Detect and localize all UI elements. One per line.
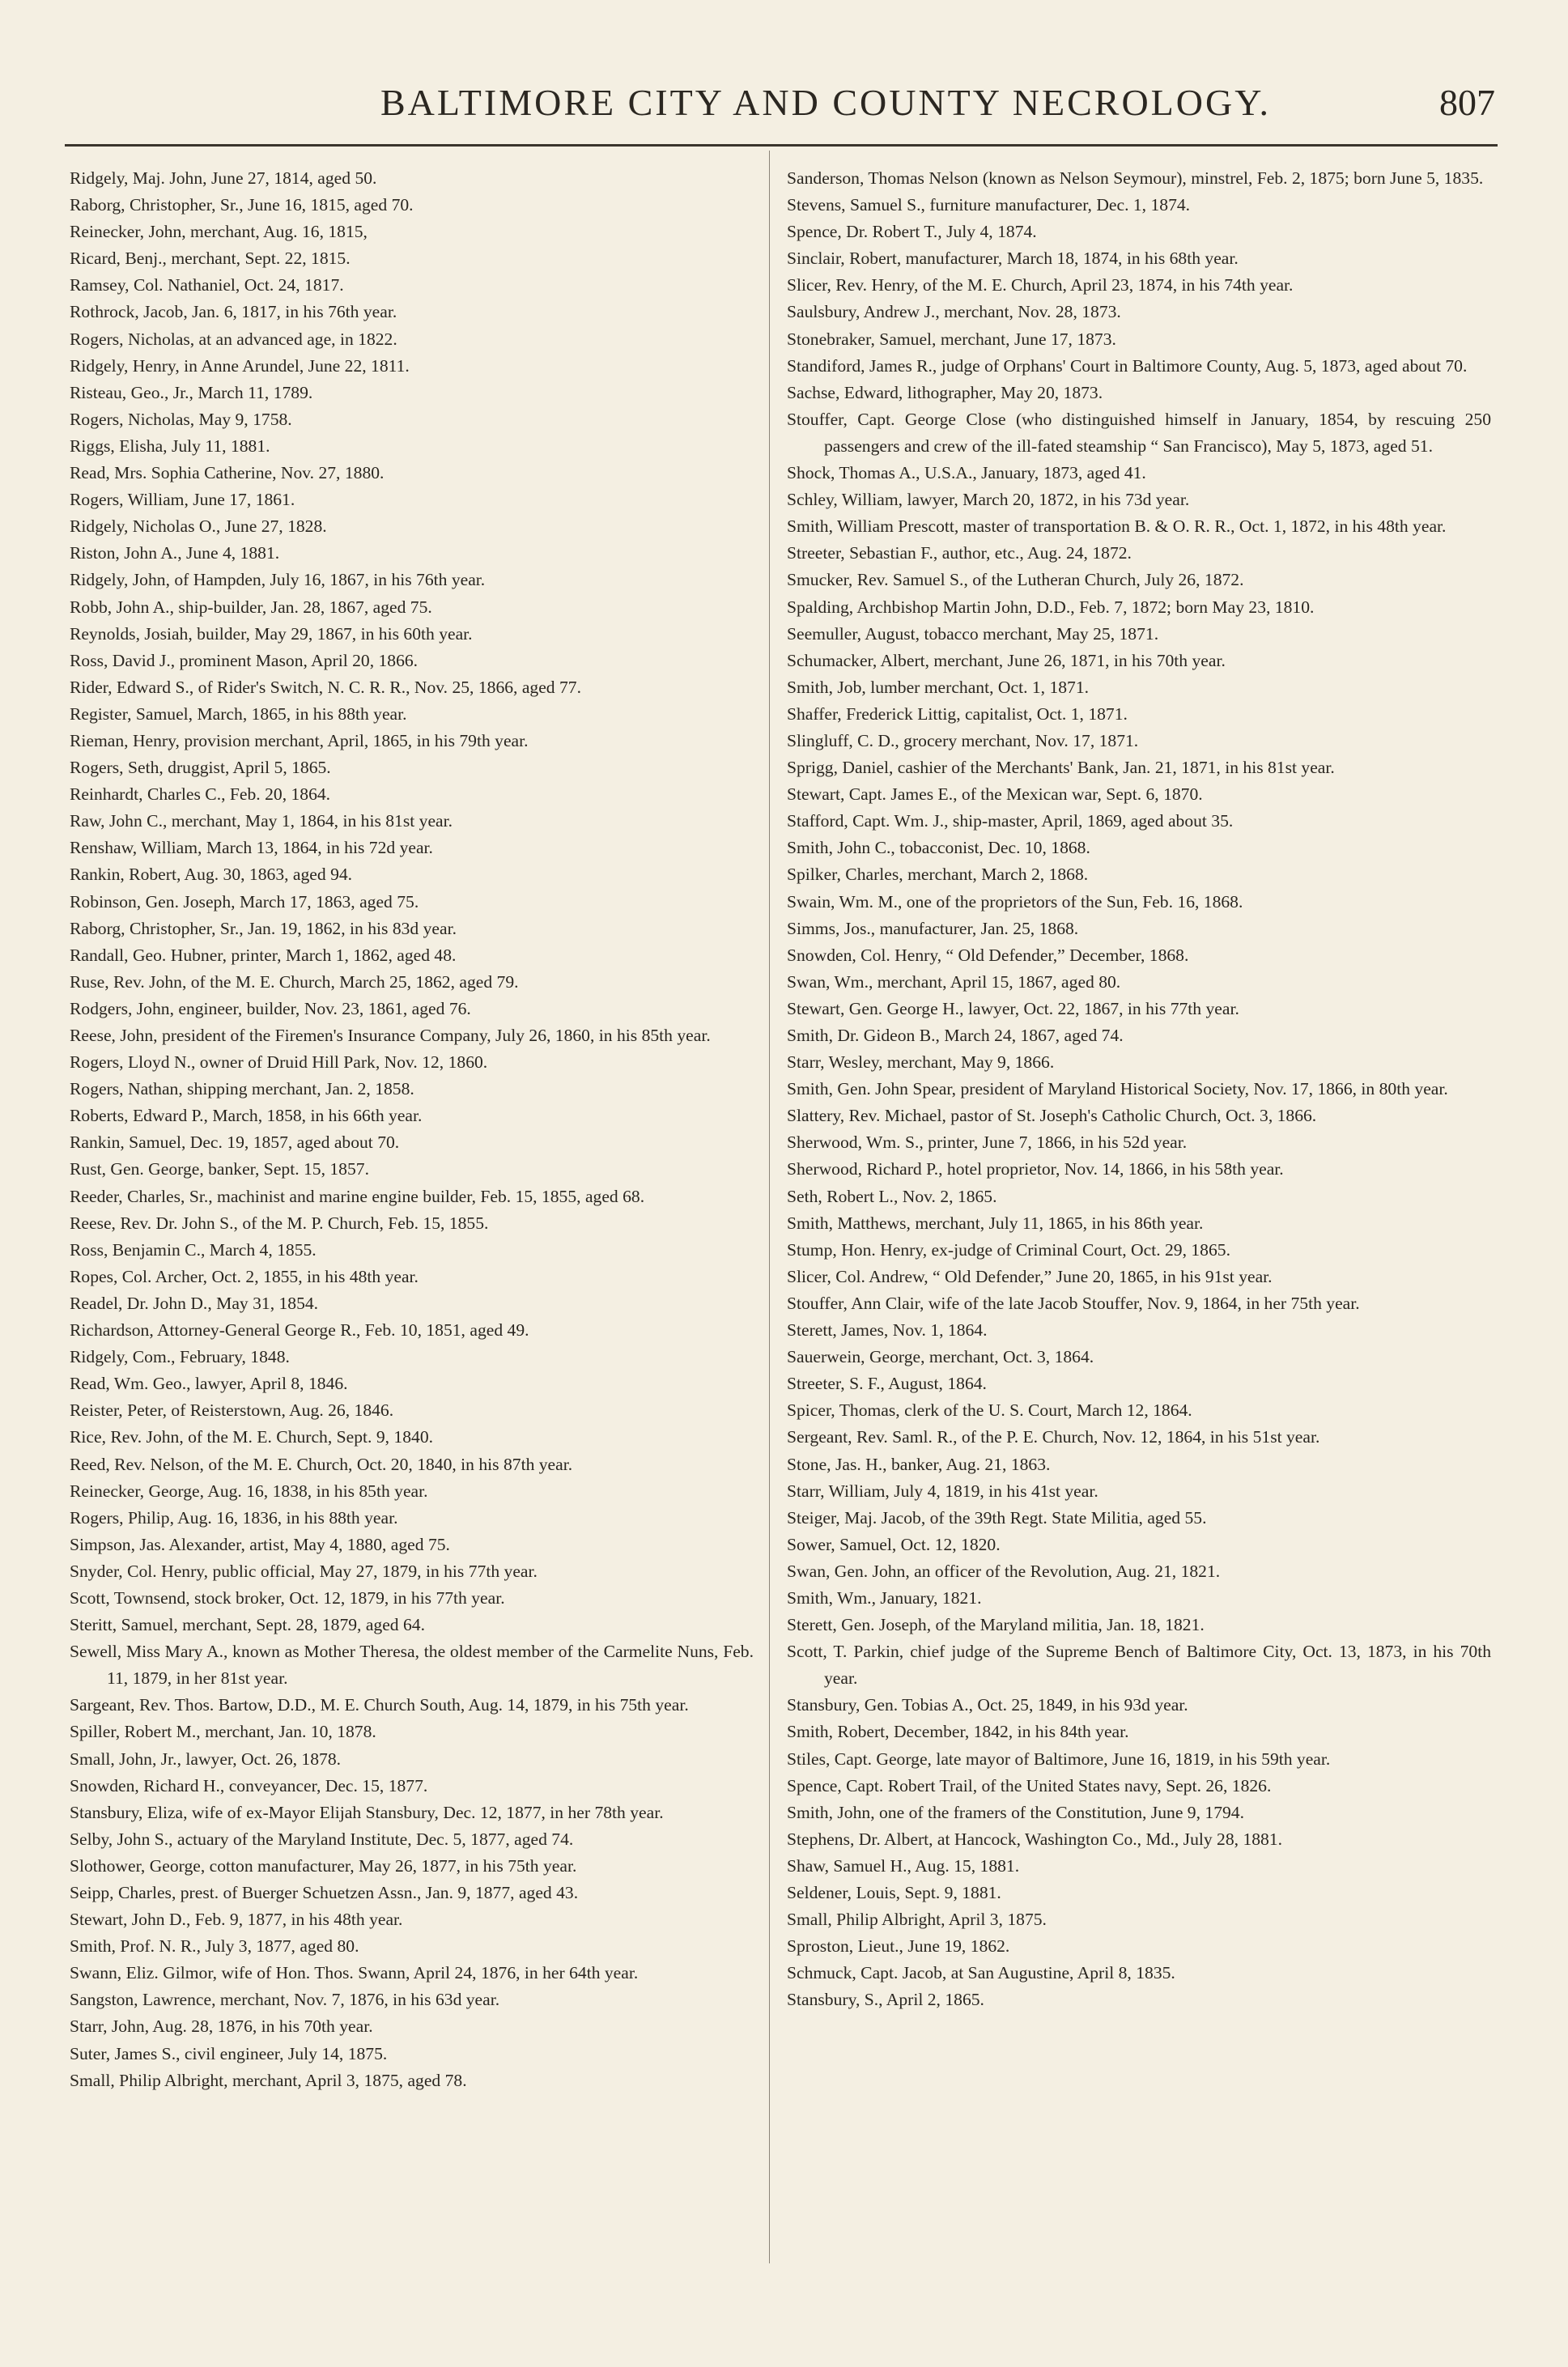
necrology-entry: Stewart, John D., Feb. 9, 1877, in his 48th year. bbox=[70, 1910, 403, 1930]
necrology-entry: Selby, John S., actuary of the Maryland Institute, Dec. 5, 1877, aged 74. bbox=[70, 1829, 574, 1849]
necrology-entry: Ridgely, Maj. John, June 27, 1814, aged 50. bbox=[70, 168, 377, 188]
necrology-entry: Sanderson, Thomas Nelson (known as Nelson Seymour), minstrel, Feb. 2, 1875; born June 5, 1835. bbox=[787, 168, 1484, 188]
necrology-entry: Stansbury, Gen. Tobias A., Oct. 25, 1849, in his 93d year. bbox=[787, 1695, 1188, 1715]
necrology-entry: Rogers, Nathan, shipping merchant, Jan. 2, 1858. bbox=[70, 1079, 414, 1099]
necrology-entry: Raborg, Christopher, Sr., Jan. 19, 1862, in his 83d year. bbox=[70, 918, 457, 938]
necrology-entry: Snowden, Col. Henry, “ Old Defender,” December, 1868. bbox=[787, 945, 1189, 965]
necrology-entry: Riggs, Elisha, July 11, 1881. bbox=[70, 436, 270, 456]
page-title: BALTIMORE CITY AND COUNTY NECROLOGY. bbox=[380, 82, 1272, 123]
necrology-entry: Sterett, Gen. Joseph, of the Maryland militia, Jan. 18, 1821. bbox=[787, 1615, 1205, 1635]
necrology-entry: Rider, Edward S., of Rider's Switch, N. C. R. R., Nov. 25, 1866, aged 77. bbox=[70, 677, 581, 697]
necrology-entry: Risteau, Geo., Jr., March 11, 1789. bbox=[70, 382, 313, 402]
necrology-entry: Swan, Gen. John, an officer of the Revolution, Aug. 21, 1821. bbox=[787, 1561, 1221, 1581]
necrology-entry: Read, Wm. Geo., lawyer, April 8, 1846. bbox=[70, 1374, 348, 1394]
necrology-entry: Ricard, Benj., merchant, Sept. 22, 1815. bbox=[70, 249, 351, 269]
necrology-entry: Stevens, Samuel S., furniture manufacturer, Dec. 1, 1874. bbox=[787, 195, 1191, 215]
necrology-entry: Snyder, Col. Henry, public official, May 27, 1879, in his 77th year. bbox=[70, 1561, 538, 1581]
necrology-entry: Shaffer, Frederick Littig, capitalist, Oct. 1, 1871. bbox=[787, 703, 1128, 724]
necrology-entry: Shaw, Samuel H., Aug. 15, 1881. bbox=[787, 1855, 1020, 1876]
header-rule bbox=[65, 144, 1498, 147]
necrology-entry: Roberts, Edward P., March, 1858, in his 66th year. bbox=[70, 1106, 423, 1126]
necrology-entry: Spicer, Thomas, clerk of the U. S. Court, March 12, 1864. bbox=[787, 1400, 1192, 1421]
necrology-entry: Rankin, Samuel, Dec. 19, 1857, aged about 70. bbox=[70, 1133, 400, 1153]
necrology-entry: Ruse, Rev. John, of the M. E. Church, March 25, 1862, aged 79. bbox=[70, 971, 519, 992]
necrology-entry: Slothower, George, cotton manufacturer, May 26, 1877, in his 75th year. bbox=[70, 1855, 577, 1876]
necrology-entry: Smith, Wm., January, 1821. bbox=[787, 1587, 982, 1608]
necrology-entry: Ross, David J., prominent Mason, April 20, 1866. bbox=[70, 650, 419, 670]
necrology-entry: Simms, Jos., manufacturer, Jan. 25, 1868. bbox=[787, 918, 1079, 938]
necrology-entry: Raborg, Christopher, Sr., June 16, 1815, aged 70. bbox=[70, 195, 414, 215]
necrology-entry: Seldener, Louis, Sept. 9, 1881. bbox=[787, 1883, 1001, 1902]
necrology-entry: Sproston, Lieut., June 19, 1862. bbox=[787, 1936, 1010, 1957]
necrology-entry: Schmuck, Capt. Jacob, at San Augustine, April 8, 1835. bbox=[787, 1963, 1175, 1983]
necrology-entry: Sergeant, Rev. Saml. R., of the P. E. Church, Nov. 12, 1864, in his 51st year. bbox=[787, 1427, 1320, 1447]
necrology-entry: Spilker, Charles, merchant, March 2, 1868. bbox=[787, 865, 1089, 885]
necrology-entry: Shock, Thomas A., U.S.A., January, 1873, aged 41. bbox=[787, 463, 1146, 483]
necrology-entry: Rust, Gen. George, banker, Sept. 15, 1857. bbox=[70, 1159, 369, 1179]
necrology-entry: Renshaw, William, March 13, 1864, in his 72d year. bbox=[70, 838, 433, 858]
necrology-entry: Seipp, Charles, prest. of Buerger Schuetzen Assn., Jan. 9, 1877, aged 43. bbox=[70, 1883, 579, 1902]
necrology-entry: Ramsey, Col. Nathaniel, Oct. 24, 1817. bbox=[70, 275, 344, 295]
necrology-entry: Schley, William, lawyer, March 20, 1872, in his 73d year. bbox=[787, 490, 1190, 510]
necrology-entry: Stouffer, Ann Clair, wife of the late Jacob Stouffer, Nov. 9, 1864, in her 75th year. bbox=[787, 1293, 1360, 1313]
necrology-entry: Smith, John, one of the framers of the Constitution, June 9, 1794. bbox=[787, 1802, 1244, 1822]
necrology-entry: Spence, Dr. Robert T., July 4, 1874. bbox=[787, 222, 1037, 242]
necrology-entry: Stone, Jas. H., banker, Aug. 21, 1863. bbox=[787, 1454, 1051, 1474]
necrology-entry: Rothrock, Jacob, Jan. 6, 1817, in his 76th year. bbox=[70, 302, 397, 322]
necrology-entry: Rogers, Nicholas, May 9, 1758. bbox=[70, 409, 292, 429]
necrology-entry: Smucker, Rev. Samuel S., of the Lutheran Church, July 26, 1872. bbox=[787, 570, 1244, 590]
necrology-entry: Smith, Matthews, merchant, July 11, 1865, in his 86th year. bbox=[787, 1213, 1204, 1233]
necrology-entry: Register, Samuel, March, 1865, in his 88th year. bbox=[70, 703, 407, 724]
necrology-entry: Rogers, Lloyd N., owner of Druid Hill Park, Nov. 12, 1860. bbox=[70, 1052, 488, 1073]
necrology-entry: Sewell, Miss Mary A., known as Mother Theresa, the oldest member of the Carmelite Nuns, Feb. 11, 1879, in her 81st year. bbox=[70, 1642, 754, 1689]
necrology-entry: Streeter, Sebastian F., author, etc., Aug. 24, 1872. bbox=[787, 543, 1132, 563]
necrology-entry: Ridgely, Nicholas O., June 27, 1828. bbox=[70, 516, 327, 537]
necrology-entry: Seth, Robert L., Nov. 2, 1865. bbox=[787, 1186, 997, 1206]
necrology-entry: Ropes, Col. Archer, Oct. 2, 1855, in his 48th year. bbox=[70, 1266, 419, 1286]
necrology-entry: Slattery, Rev. Michael, pastor of St. Joseph's Catholic Church, Oct. 3, 1866. bbox=[787, 1106, 1317, 1126]
necrology-entry: Saulsbury, Andrew J., merchant, Nov. 28, 1873. bbox=[787, 302, 1121, 322]
necrology-entry: Slicer, Col. Andrew, “ Old Defender,” June 20, 1865, in his 91st year. bbox=[787, 1266, 1273, 1286]
necrology-entry: Smith, Job, lumber merchant, Oct. 1, 1871. bbox=[787, 677, 1090, 697]
necrology-entry: Smith, Gen. John Spear, president of Maryland Historical Society, Nov. 17, 1866, in 80th year. bbox=[787, 1079, 1448, 1099]
necrology-entry: Stephens, Dr. Albert, at Hancock, Washington Co., Md., July 28, 1881. bbox=[787, 1829, 1283, 1849]
necrology-entry: Smith, Robert, December, 1842, in his 84th year. bbox=[787, 1722, 1129, 1742]
necrology-entry: Scott, Townsend, stock broker, Oct. 12, 1879, in his 77th year. bbox=[70, 1587, 505, 1608]
necrology-entry: Reister, Peter, of Reisterstown, Aug. 26, 1846. bbox=[70, 1400, 394, 1421]
necrology-entry: Simpson, Jas. Alexander, artist, May 4, 1880, aged 75. bbox=[70, 1534, 450, 1554]
necrology-entry: Sherwood, Richard P., hotel proprietor, Nov. 14, 1866, in his 58th year. bbox=[787, 1159, 1284, 1179]
page-header bbox=[0, 81, 1568, 130]
necrology-entry: Sargeant, Rev. Thos. Bartow, D.D., M. E. Church South, Aug. 14, 1879, in his 75th year. bbox=[70, 1695, 689, 1715]
necrology-entry: Reed, Rev. Nelson, of the M. E. Church, Oct. 20, 1840, in his 87th year. bbox=[70, 1454, 573, 1474]
necrology-entry: Smith, Prof. N. R., July 3, 1877, aged 80. bbox=[70, 1936, 359, 1957]
necrology-entry: Spalding, Archbishop Martin John, D.D., Feb. 7, 1872; born May 23, 1810. bbox=[787, 597, 1315, 617]
necrology-entry: Robinson, Gen. Joseph, March 17, 1863, aged 75. bbox=[70, 891, 419, 912]
necrology-entry: Starr, Wesley, merchant, May 9, 1866. bbox=[787, 1052, 1055, 1073]
necrology-entry: Rankin, Robert, Aug. 30, 1863, aged 94. bbox=[70, 865, 353, 885]
necrology-entry: Sauerwein, George, merchant, Oct. 3, 1864. bbox=[787, 1347, 1094, 1367]
column-divider bbox=[769, 151, 770, 2263]
necrology-entry: Steiger, Maj. Jacob, of the 39th Regt. State Militia, aged 55. bbox=[787, 1507, 1207, 1528]
necrology-entry: Smith, John C., tobacconist, Dec. 10, 1868. bbox=[787, 838, 1090, 858]
necrology-entry: Standiford, James R., judge of Orphans' Court in Baltimore County, Aug. 5, 1873, aged about 70. bbox=[787, 355, 1468, 376]
necrology-entry: Starr, John, Aug. 28, 1876, in his 70th year. bbox=[70, 2016, 373, 2037]
necrology-entry: Rodgers, John, engineer, builder, Nov. 23, 1861, aged 76. bbox=[70, 998, 471, 1018]
necrology-entry: Rogers, William, June 17, 1861. bbox=[70, 490, 295, 510]
necrology-entry: Stump, Hon. Henry, ex-judge of Criminal Court, Oct. 29, 1865. bbox=[787, 1239, 1230, 1260]
necrology-entry: Readel, Dr. John D., May 31, 1854. bbox=[70, 1293, 319, 1313]
necrology-entry: Spiller, Robert M., merchant, Jan. 10, 1878. bbox=[70, 1722, 376, 1742]
necrology-entry: Snowden, Richard H., conveyancer, Dec. 15, 1877. bbox=[70, 1775, 428, 1795]
page-number: 807 bbox=[1439, 82, 1495, 123]
necrology-entry: Swann, Eliz. Gilmor, wife of Hon. Thos. Swann, April 24, 1876, in her 64th year. bbox=[70, 1963, 639, 1983]
necrology-entry: Stouffer, Capt. George Close (who distinguished himself in January, 1854, by rescuing 250 passengers and crew of the ill-fated steamship “ San Francisco), May 5, 1873, aged 51. bbox=[787, 409, 1491, 456]
necrology-entry: Streeter, S. F., August, 1864. bbox=[787, 1374, 987, 1394]
necrology-entry: Reese, Rev. Dr. John S., of the M. P. Church, Feb. 15, 1855. bbox=[70, 1213, 489, 1233]
necrology-entry: Steritt, Samuel, merchant, Sept. 28, 1879, aged 64. bbox=[70, 1615, 425, 1635]
necrology-entry: Rice, Rev. John, of the M. E. Church, Sept. 9, 1840. bbox=[70, 1427, 434, 1447]
necrology-entry: Ridgely, John, of Hampden, July 16, 1867, in his 76th year. bbox=[70, 570, 486, 590]
necrology-entry: Rogers, Seth, druggist, April 5, 1865. bbox=[70, 758, 331, 778]
necrology-entry: Starr, William, July 4, 1819, in his 41st year. bbox=[787, 1481, 1098, 1501]
necrology-entry: Smith, William Prescott, master of transportation B. & O. R. R., Oct. 1, 1872, in his 48th year. bbox=[787, 516, 1447, 537]
necrology-entry: Sower, Samuel, Oct. 12, 1820. bbox=[787, 1534, 1001, 1554]
necrology-entry: Slingluff, C. D., grocery merchant, Nov. 17, 1871. bbox=[787, 730, 1139, 750]
necrology-entry: Spence, Capt. Robert Trail, of the United States navy, Sept. 26, 1826. bbox=[787, 1775, 1272, 1795]
necrology-entry: Stonebraker, Samuel, merchant, June 17, 1873. bbox=[787, 329, 1116, 349]
right-column bbox=[787, 165, 1491, 2013]
necrology-entry: Sherwood, Wm. S., printer, June 7, 1866, in his 52d year. bbox=[787, 1133, 1188, 1153]
necrology-entry: Sachse, Edward, lithographer, May 20, 1873. bbox=[787, 382, 1103, 402]
necrology-entry: Small, John, Jr., lawyer, Oct. 26, 1878. bbox=[70, 1749, 342, 1769]
necrology-entry: Richardson, Attorney-General George R., Feb. 10, 1851, aged 49. bbox=[70, 1320, 529, 1341]
necrology-entry: Seemuller, August, tobacco merchant, May 25, 1871. bbox=[787, 623, 1159, 644]
necrology-entry: Rieman, Henry, provision merchant, April, 1865, in his 79th year. bbox=[70, 730, 529, 750]
necrology-entry: Swan, Wm., merchant, April 15, 1867, aged 80. bbox=[787, 971, 1121, 992]
necrology-entry: Small, Philip Albright, April 3, 1875. bbox=[787, 1910, 1047, 1930]
necrology-entry: Sangston, Lawrence, merchant, Nov. 7, 1876, in his 63d year. bbox=[70, 1990, 500, 2010]
necrology-entry: Sterett, James, Nov. 1, 1864. bbox=[787, 1320, 988, 1341]
necrology-entry: Stiles, Capt. George, late mayor of Baltimore, June 16, 1819, in his 59th year. bbox=[787, 1749, 1331, 1769]
left-column bbox=[70, 165, 754, 2094]
necrology-entry: Robb, John A., ship-builder, Jan. 28, 1867, aged 75. bbox=[70, 597, 432, 617]
necrology-entry: Schumacker, Albert, merchant, June 26, 1871, in his 70th year. bbox=[787, 650, 1226, 670]
necrology-entry: Raw, John C., merchant, May 1, 1864, in his 81st year. bbox=[70, 811, 453, 831]
necrology-entry: Randall, Geo. Hubner, printer, March 1, 1862, aged 48. bbox=[70, 945, 457, 965]
necrology-entry: Small, Philip Albright, merchant, April 3, 1875, aged 78. bbox=[70, 2070, 467, 2090]
necrology-entry: Stewart, Gen. George H., lawyer, Oct. 22, 1867, in his 77th year. bbox=[787, 998, 1239, 1018]
necrology-entry: Slicer, Rev. Henry, of the M. E. Church, April 23, 1874, in his 74th year. bbox=[787, 275, 1294, 295]
necrology-entry: Rogers, Philip, Aug. 16, 1836, in his 88th year. bbox=[70, 1507, 398, 1528]
necrology-entry: Reinecker, John, merchant, Aug. 16, 1815, bbox=[70, 222, 368, 242]
necrology-entry: Ross, Benjamin C., March 4, 1855. bbox=[70, 1239, 317, 1260]
necrology-entry: Stansbury, S., April 2, 1865. bbox=[787, 1990, 984, 2010]
necrology-entry: Ridgely, Com., February, 1848. bbox=[70, 1347, 290, 1367]
necrology-entry: Reeder, Charles, Sr., machinist and marine engine builder, Feb. 15, 1855, aged 68. bbox=[70, 1186, 645, 1206]
necrology-entry: Ridgely, Henry, in Anne Arundel, June 22, 1811. bbox=[70, 355, 410, 376]
necrology-entry: Reynolds, Josiah, builder, May 29, 1867, in his 60th year. bbox=[70, 623, 473, 644]
necrology-entry: Swain, Wm. M., one of the proprietors of the Sun, Feb. 16, 1868. bbox=[787, 891, 1243, 912]
necrology-entry: Stansbury, Eliza, wife of ex-Mayor Elijah Stansbury, Dec. 12, 1877, in her 78th year. bbox=[70, 1802, 664, 1822]
necrology-entry: Reese, John, president of the Firemen's Insurance Company, July 26, 1860, in his 85th year. bbox=[70, 1026, 711, 1045]
necrology-entry: Stewart, Capt. James E., of the Mexican war, Sept. 6, 1870. bbox=[787, 784, 1203, 805]
necrology-entry: Smith, Dr. Gideon B., March 24, 1867, aged 74. bbox=[787, 1026, 1124, 1045]
necrology-entry: Scott, T. Parkin, chief judge of the Supreme Bench of Baltimore City, Oct. 13, 1873, in his 70th year. bbox=[787, 1642, 1491, 1689]
necrology-entry: Riston, John A., June 4, 1881. bbox=[70, 543, 280, 563]
necrology-entry: Read, Mrs. Sophia Catherine, Nov. 27, 1880. bbox=[70, 463, 385, 483]
necrology-entry: Sinclair, Robert, manufacturer, March 18, 1874, in his 68th year. bbox=[787, 249, 1239, 269]
necrology-entry: Sprigg, Daniel, cashier of the Merchants' Bank, Jan. 21, 1871, in his 81st year. bbox=[787, 758, 1335, 778]
necrology-entry: Reinecker, George, Aug. 16, 1838, in his 85th year. bbox=[70, 1481, 428, 1501]
necrology-entry: Stafford, Capt. Wm. J., ship-master, April, 1869, aged about 35. bbox=[787, 811, 1234, 831]
necrology-entry: Rogers, Nicholas, at an advanced age, in 1822. bbox=[70, 329, 397, 349]
necrology-entry: Suter, James S., civil engineer, July 14, 1875. bbox=[70, 2043, 388, 2063]
necrology-entry: Reinhardt, Charles C., Feb. 20, 1864. bbox=[70, 784, 331, 805]
